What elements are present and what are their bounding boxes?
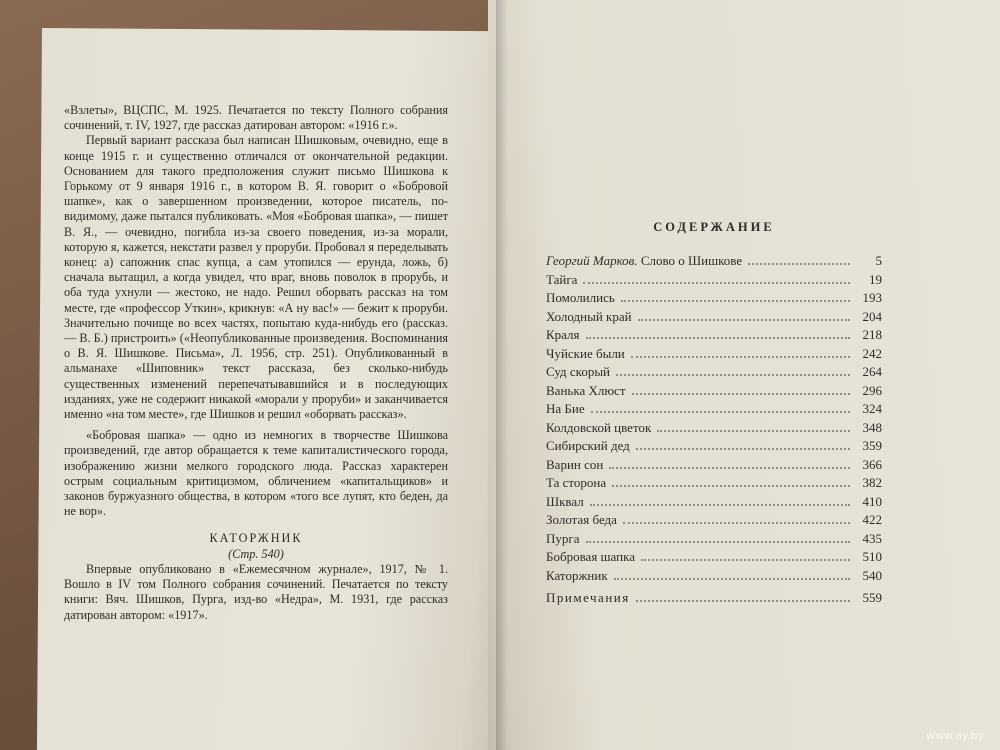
toc-entry-label: Примечания	[546, 590, 630, 605]
toc-entry-title: Каторжник	[546, 567, 608, 583]
toc-entry-title: Слово о Шишкове	[640, 253, 743, 268]
toc-entry-page: 5	[875, 253, 882, 268]
toc-entry-title: Пурга	[546, 530, 580, 546]
toc-entry-title: Золотая беда	[546, 512, 617, 527]
toc-entry-notes[interactable]	[546, 590, 882, 609]
toc-entry-label	[546, 512, 617, 528]
toc-entry-page: 296	[862, 382, 882, 398]
toc-entry[interactable]	[546, 475, 882, 494]
toc-entry[interactable]	[546, 568, 882, 587]
toc-entry[interactable]	[546, 346, 882, 365]
toc-leader-dots	[636, 448, 850, 450]
toc-leader-dots	[612, 485, 850, 487]
toc-entry-label	[546, 401, 585, 417]
toc-leader-dots	[583, 282, 850, 284]
toc-entry-label	[546, 327, 580, 343]
toc-entry-page: 324	[862, 401, 882, 416]
section-page-ref: (Стр. 540)	[228, 546, 284, 561]
toc-entry-label	[546, 272, 577, 288]
toc-leader-dots	[616, 374, 850, 376]
toc-entry-label	[546, 383, 626, 399]
toc-entry-label	[546, 457, 603, 473]
toc-entry-label	[546, 438, 630, 454]
paragraph-katorzhnik: Впервые опубликовано в «Ежемесячном журнале», 1917, № 1. Вошло в IV том Полного собрания сочинений. Печатается по тексту книги: Вяч. Шишков, Пурга, изд-во «Недра», М. 1931, где рассказ датирован автором: «1917».	[64, 561, 448, 622]
toc-entry-title: Бобровая шапка	[546, 549, 636, 564]
toc-entry-title: Холодный край	[546, 308, 632, 324]
book-gutter	[496, 0, 508, 750]
toc-leader-dots	[631, 356, 850, 358]
toc-leader-dots	[614, 578, 850, 580]
toc-entry[interactable]	[546, 401, 882, 420]
toc-title: СОДЕРЖАНИЕ	[653, 220, 775, 234]
toc-entry[interactable]	[546, 531, 882, 550]
toc-leader-dots	[621, 300, 850, 302]
toc-leader-dots	[590, 504, 850, 506]
toc-entry[interactable]	[546, 457, 882, 476]
toc-entry[interactable]	[546, 327, 882, 346]
toc-entry-title: Сибирский дед	[546, 438, 630, 453]
toc-entry[interactable]	[546, 420, 882, 439]
toc-entry-title: Тайга	[546, 271, 578, 287]
toc-entry[interactable]	[546, 290, 882, 309]
table-of-contents	[546, 220, 882, 609]
toc-leader-dots	[586, 541, 851, 543]
section-heading: КАТОРЖНИК	[209, 531, 303, 546]
toc-entry-page: 348	[862, 419, 882, 435]
toc-entry-page: 19	[869, 271, 882, 287]
toc-entry-label	[546, 531, 580, 547]
toc-entry[interactable]	[546, 272, 882, 291]
toc-entry-page: 510	[862, 549, 882, 564]
toc-entry-page: 193	[862, 290, 882, 305]
toc-entry-page: 242	[862, 345, 882, 361]
toc-entry-label	[546, 568, 608, 584]
toc-entry-label	[546, 346, 625, 362]
toc-entry-title: Варин сон	[546, 456, 604, 472]
toc-entry-author: Георгий Марков.	[546, 253, 638, 268]
toc-entry-label	[546, 309, 632, 325]
toc-leader-dots	[748, 263, 850, 265]
toc-entry[interactable]	[546, 494, 882, 513]
toc-entry-page: 422	[862, 512, 882, 527]
toc-entry-page: 366	[862, 456, 882, 472]
toc-entry-label	[546, 549, 635, 565]
toc-leader-dots	[632, 393, 850, 395]
toc-entry-page: 382	[862, 475, 882, 490]
toc-entry[interactable]	[546, 309, 882, 328]
toc-leader-dots	[638, 319, 850, 321]
toc-leader-dots	[586, 337, 850, 339]
toc-entry-label	[546, 253, 742, 269]
toc-entry-label	[546, 290, 615, 306]
toc-leader-dots	[623, 522, 850, 524]
toc-entry-label	[546, 420, 651, 436]
toc-entry[interactable]	[546, 549, 882, 568]
toc-entry-page: 204	[862, 308, 882, 324]
toc-entry-page: 264	[862, 364, 882, 379]
toc-entry-title: На Бие	[546, 401, 585, 416]
toc-entry-label	[546, 475, 606, 491]
paragraph-beaver-hat: «Бобровая шапка» — одно из немногих в творчестве Шишкова произведений, где автор обращается к теме капиталистического города, изображению жизни мелкого городского люда. Рассказ характерен острым социальным критицизмом, обличением «капитальщиков» и законов буржуазного общества, в котором «того все лупят, кто беден, да не вор».	[64, 428, 448, 519]
toc-entry-page: 359	[862, 438, 882, 453]
toc-entry-title: Чуйские были	[546, 345, 625, 361]
toc-entry-page: 435	[862, 530, 882, 546]
toc-leader-dots	[641, 559, 850, 561]
toc-entry[interactable]	[546, 253, 882, 272]
toc-entry-title: Ванька Хлюст	[546, 382, 626, 398]
toc-entry-title: Шквал	[546, 493, 584, 509]
toc-leader-dots	[609, 467, 850, 469]
toc-entry-title: Помолились	[546, 290, 615, 305]
paragraph-publication: «Взлеты», ВЦСПС, М. 1925. Печатается по тексту Полного собрания сочинений, т. IV, 1927, где рассказ датирован автором: «1916 г.».	[64, 103, 448, 133]
toc-entry-label	[546, 494, 584, 510]
left-page-text	[64, 103, 448, 623]
toc-entry-page: 540	[862, 567, 882, 583]
watermark: www.ay.by	[925, 729, 984, 742]
toc-leader-dots	[657, 430, 850, 432]
toc-leader-dots	[591, 411, 850, 413]
toc-entry-page: 218	[862, 327, 882, 342]
toc-entry-title: Колдовской цветок	[546, 419, 652, 435]
toc-entry[interactable]	[546, 438, 882, 457]
toc-entry-title: Та сторона	[546, 475, 607, 490]
toc-entry[interactable]	[546, 383, 882, 402]
toc-entry-page: 559	[862, 590, 882, 605]
toc-entry-page: 410	[862, 493, 882, 509]
toc-entry-title: Краля	[546, 327, 580, 342]
toc-entry-label	[546, 364, 610, 380]
toc-entry[interactable]	[546, 364, 882, 383]
toc-leader-dots	[636, 600, 850, 602]
toc-entry-title: Суд скорый	[546, 364, 611, 379]
paragraph-first-variant: Первый вариант рассказа был написан Шишковым, очевидно, еще в конце 1915 г. и существенно отличался от окончательной редакции. Основанием для такого предположения служит письмо Шишкова к Горькому от 9 января 1916 г., в котором В. Я. говорит о «Бобровой шапке», как о завершенном произведении, которое писатель, по-видимому, даже пытался публиковать. «Моя «Бобровая шапка», — пишет В. Я., — очевидно, погибла из-за своего поведения, из-за морали, которую я, кажется, некстати развел у проруби. Пробовал я переделывать конец: а) сапожник спас купца, а сам утопился — ерунда, ложь, б) сначала вытащил, а когда увидел, что враг, вновь поволок в прорубь, и оба туда ухнули — жестоко, не надо. Решил оборвать рассказ на том месте, где «профессор Уткин», крикнув: «А ну вас!» — бежит к проруби. Значительно почище во всех частях, попытаю куда-нибудь его (рассказ. — В. Б.) пристроить» («Неопубликованные произведения. Воспоминания о В. Я. Шишкове. Письма», Л. 1956, стр. 251). Опубликованный в альманахе «Шиповник» текст рассказа, без сколько-нибудь существенных изменений перепечатывавшийся и в последующих изданиях, уже не содержит никакой «морали у проруби» и заканчивается именно «на том месте», где Шишков и решил «оборвать рассказ».	[64, 133, 448, 422]
toc-entry[interactable]	[546, 512, 882, 531]
